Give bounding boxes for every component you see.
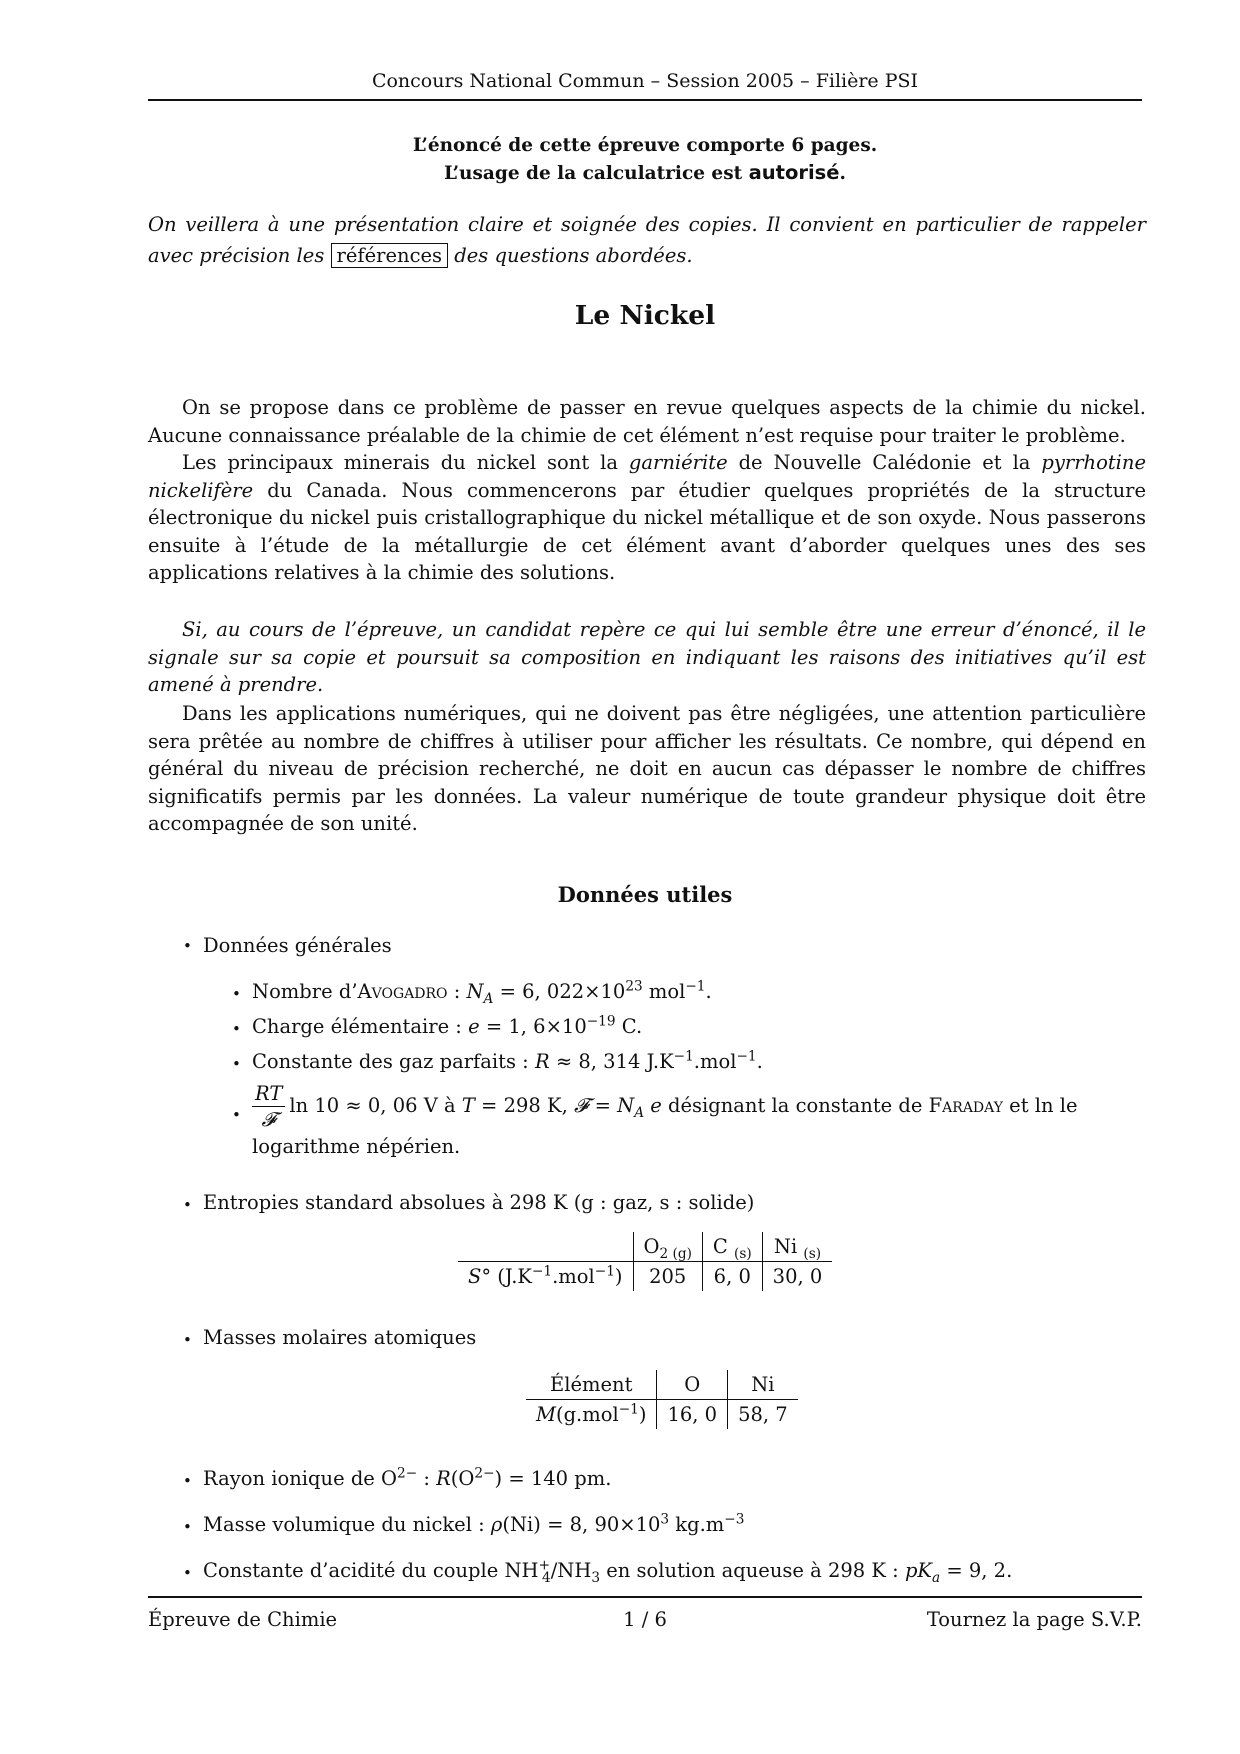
avogadro-name: Avogadro bbox=[357, 980, 448, 1003]
avogadro-label: Nombre d’ bbox=[252, 980, 358, 1003]
page-title: Le Nickel bbox=[574, 300, 716, 331]
numeric-instructions-text: Dans les applications numériques, qui ne doivent pas être négligées, une attention particulière sera prêtée au nombre de chiffres à utiliser pour afficher les résultats. Ce nombre, qui dépend en général du niveau de précision recherché, ne doit en aucun cas dépasser le nombre de chiffres significatifs permis par les données. La valeur numérique de toute grandeur physique doit être accompagnée de son unité. bbox=[148, 702, 1146, 835]
intro-p2-start: Les principaux minerais du nickel sont la bbox=[182, 451, 618, 474]
table-header: O bbox=[657, 1370, 728, 1400]
table-cell: 16, 0 bbox=[657, 1400, 728, 1430]
intro-paragraph-2 bbox=[148, 449, 1146, 587]
page-header: Concours National Commun – Session 2005 – Filière PSI bbox=[371, 70, 919, 92]
garnierite-term: garniérite bbox=[628, 451, 728, 474]
header-rule bbox=[148, 99, 1142, 101]
references-box: références bbox=[331, 243, 449, 268]
bullet-icon: • bbox=[232, 1055, 241, 1073]
table-cell: 30, 0 bbox=[762, 1262, 832, 1292]
bullet-icon: • bbox=[232, 1106, 241, 1124]
bullet-icon: • bbox=[232, 1020, 241, 1038]
table-row bbox=[526, 1370, 798, 1400]
footer-left: Épreuve de Chimie bbox=[148, 1608, 338, 1631]
ionic-radius-label: Rayon ionique de O bbox=[203, 1467, 398, 1490]
bullet-icon: • bbox=[183, 1331, 192, 1349]
rt-over-f-fraction: $\frac{RT}{\text{𝓕}}$ bbox=[252, 1081, 285, 1132]
table-header: Élément bbox=[526, 1370, 657, 1400]
entropy-table bbox=[458, 1232, 832, 1291]
intro-section bbox=[148, 394, 1146, 587]
faraday-text: désignant la constante de bbox=[668, 1094, 923, 1117]
error-notice bbox=[148, 616, 1146, 699]
faraday-line-2: logarithme népérien. bbox=[252, 1135, 461, 1158]
entropy-row-label: S° $(J.K^{-1}.mol^{-1})$ bbox=[468, 1263, 623, 1288]
charge-label: Charge élémentaire : bbox=[252, 1015, 469, 1038]
presentation-instructions bbox=[148, 209, 1146, 271]
molar-mass-table bbox=[526, 1370, 798, 1429]
elementary-charge: Charge élémentaire : e = 1, $6\times 10^{-19}$ C. bbox=[252, 1013, 643, 1038]
faraday-expression: $\frac{RT}{\text{𝓕}}$ ln 10 ≈ 0, 06 V à T = 298 K, 𝓕 = $N_A$ e désignant la constante de Faraday et ln le bbox=[252, 1081, 1078, 1132]
bullet-icon: • bbox=[183, 1564, 192, 1582]
bullet-icon: • bbox=[183, 1518, 192, 1536]
instructions-text: On veillera à une présentation claire et soignée des copies. Il convient en particulier de rappeler avec précision les bbox=[148, 213, 1146, 267]
table-row bbox=[458, 1262, 832, 1292]
pyrrhotine-term: pyrrhotine nickelifère bbox=[148, 451, 1147, 502]
general-data-label: Données générales bbox=[203, 934, 392, 957]
entropies-label: Entropies standard absolues à 298 K (g : gaz, s : solide) bbox=[203, 1191, 755, 1214]
pages-notice: L’énoncé de cette épreuve comporte 6 pages. bbox=[412, 135, 878, 156]
molar-mass-row-label: M(g.mol$^{-1}$) bbox=[536, 1401, 647, 1426]
table-cell: 6, 0 bbox=[702, 1262, 762, 1292]
calculator-notice-end: . bbox=[839, 163, 846, 184]
nickel-density: Masse volumique du nickel : ρ(Ni) = 8, $90\times 10^3$ $kg.m^{-3}$ bbox=[203, 1511, 745, 1536]
bullet-icon: • bbox=[183, 937, 192, 955]
instructions-end: des questions abordées. bbox=[454, 244, 693, 267]
table-cell: 205 bbox=[633, 1262, 702, 1292]
acidity-label: Constante d’acidité du couple NH bbox=[203, 1559, 539, 1582]
table-cell: 58, 7 bbox=[728, 1400, 798, 1430]
gas-constant-label: Constante des gaz parfaits : bbox=[252, 1050, 535, 1073]
bullet-icon: • bbox=[183, 1472, 192, 1490]
bullet-icon: • bbox=[183, 1196, 192, 1214]
avogadro-colon: : bbox=[447, 980, 467, 1003]
table-header: Ni bbox=[728, 1370, 798, 1400]
calculator-notice-text: L’usage de la calculatrice est bbox=[444, 163, 743, 184]
acidity-constant: Constante d’acidité du couple $NH^+_4/NH_3$ en solution aqueuse à 298 K : $pK_a = 9$, 2. bbox=[203, 1557, 1013, 1586]
gas-constant: Constante des gaz parfaits : R ≈ 8, 314 $J.K^{-1}.mol^{-1}$. bbox=[252, 1048, 763, 1073]
table-row bbox=[526, 1400, 798, 1430]
calculator-authorized: autorisé bbox=[748, 161, 840, 184]
page-number: 1 / 6 bbox=[623, 1608, 667, 1631]
table-header-ni: Ni $_{(s)}$ bbox=[762, 1232, 832, 1262]
table-row bbox=[458, 1232, 832, 1262]
intro-p2-mid: de Nouvelle Calédonie et la bbox=[738, 451, 1031, 474]
nickel-density-label: Masse volumique du nickel : bbox=[203, 1513, 491, 1536]
intro-paragraph-1: On se propose dans ce problème de passer en revue quelques aspects de la chimie du nickel. Aucune connaissance préalable de la chimie de cet élément n’est requise pour traiter le problème. bbox=[148, 396, 1146, 447]
footer-rule bbox=[148, 1596, 1142, 1598]
faraday-tail: et ln le bbox=[1009, 1094, 1078, 1117]
table-header-c: C $_{(s)}$ bbox=[702, 1232, 762, 1262]
acidity-mid: en solution aqueuse à 298 K : bbox=[600, 1559, 905, 1582]
numeric-instructions bbox=[148, 700, 1146, 838]
table-header-o2: $O_{2 (g)}$ bbox=[633, 1232, 702, 1262]
bullet-icon: • bbox=[232, 985, 241, 1003]
calculator-notice bbox=[148, 159, 1142, 187]
faraday-name: Faraday bbox=[928, 1094, 1003, 1117]
section-title-donnees: Données utiles bbox=[557, 882, 733, 907]
ionic-radius: Rayon ionique de $O^{2-}$ : $R(O^{2-}) = 140$ pm. bbox=[203, 1465, 612, 1490]
error-notice-text: Si, au cours de l’épreuve, un candidat repère ce qui lui semble être une erreur d’énoncé, il le signale sur sa copie et poursuit sa composition en indiquant les raisons des initiatives qu’il est amené à prendre. bbox=[148, 618, 1146, 696]
intro-p2-end: du Canada. Nous commencerons par étudier quelques propriétés de la structure électronique du nickel puis cristallographique du nickel métallique et de son oxyde. Nous passerons ensuite à l’étude de la métallurgie de cet élément avant d’aborder quelques unes des ses applications relatives à la chimie des solutions. bbox=[148, 478, 1146, 584]
avogadro-constant: Nombre d’Avogadro : $N_A = 6$, $022\times 10^{23}$ mol$^{-1}$. bbox=[252, 978, 712, 1007]
molar-masses-label: Masses molaires atomiques bbox=[203, 1326, 477, 1349]
footer-right: Tournez la page S.V.P. bbox=[926, 1608, 1142, 1631]
